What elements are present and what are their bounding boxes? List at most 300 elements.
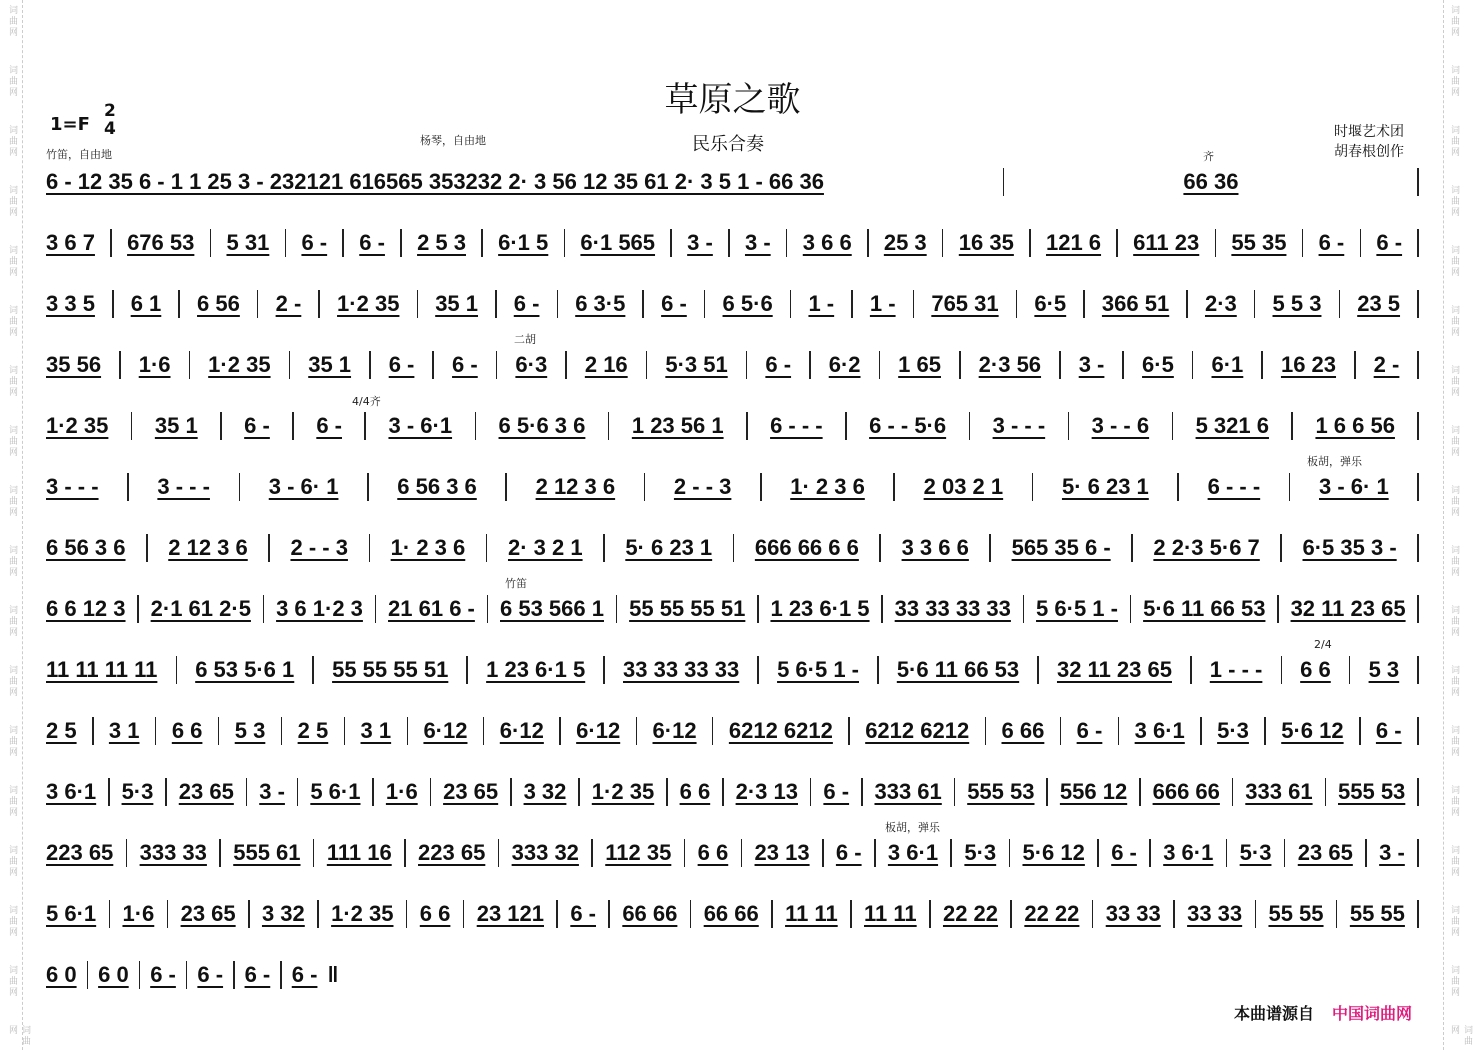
measure: 6 - xyxy=(661,291,687,316)
measure: 6 - - 5·6 xyxy=(869,413,947,438)
barline xyxy=(139,961,141,989)
watermark: 词曲网 xyxy=(7,125,17,158)
barline xyxy=(1003,168,1005,196)
barline xyxy=(369,534,371,562)
barline xyxy=(879,351,881,379)
barline xyxy=(155,717,157,745)
measure: 6 - xyxy=(823,779,850,804)
barline xyxy=(127,473,129,501)
barline xyxy=(861,778,863,806)
barline xyxy=(1417,473,1419,501)
measure: 33 33 xyxy=(1187,901,1243,926)
watermark: 词曲网 xyxy=(1449,845,1459,878)
annotation: 竹笛，自由地 xyxy=(46,148,112,161)
measure: 1 - xyxy=(869,291,896,316)
measure: 33 33 33 33 xyxy=(623,657,740,682)
measure: 55 55 55 51 xyxy=(332,657,449,682)
time-top: 2 xyxy=(104,101,116,121)
barline xyxy=(850,900,852,928)
measure: 555 61 xyxy=(233,840,301,865)
barline xyxy=(1417,534,1419,562)
measure: 765 31 xyxy=(931,291,999,316)
barline xyxy=(712,717,714,745)
watermark: 词曲网 xyxy=(7,5,17,38)
measure: 5 6·5 1 - xyxy=(1036,596,1118,621)
measure: 2·3 56 xyxy=(978,352,1042,377)
barline xyxy=(475,412,477,440)
watermark: 词曲网 xyxy=(7,245,17,278)
final-barline: ‖ xyxy=(327,962,339,987)
measure: 3 6·1 xyxy=(46,779,97,804)
watermark: 词曲网 xyxy=(7,545,17,578)
measure: 3 6 7 xyxy=(46,230,95,255)
barline xyxy=(1010,900,1012,928)
barline xyxy=(292,412,294,440)
barline xyxy=(109,900,111,928)
barline xyxy=(404,839,406,867)
barline xyxy=(929,900,931,928)
annotation: 板胡，弹乐 xyxy=(1307,455,1362,468)
barline xyxy=(1037,656,1039,684)
barline xyxy=(603,656,605,684)
left-margin-line xyxy=(22,0,23,1050)
barline xyxy=(1417,290,1419,318)
barline xyxy=(344,717,346,745)
barline xyxy=(280,961,282,989)
measure: 3 - 6· 1 xyxy=(268,474,339,499)
measure: 111 16 xyxy=(326,840,392,865)
barline xyxy=(257,290,259,318)
barline xyxy=(342,229,344,257)
barline xyxy=(317,900,319,928)
measure: 11 11 xyxy=(785,901,838,926)
barline xyxy=(407,717,409,745)
barline xyxy=(790,290,792,318)
measure: 6 - xyxy=(765,352,792,377)
barline xyxy=(1139,778,1141,806)
measure: 2·3 13 xyxy=(735,779,798,804)
measure: 2 - - 3 xyxy=(290,535,348,560)
measure: 1 65 xyxy=(898,352,941,377)
barline xyxy=(1192,351,1194,379)
measure: 3 - xyxy=(687,230,713,255)
measure: 66 66 xyxy=(622,901,678,926)
measure: 333 61 xyxy=(1245,779,1313,804)
barline xyxy=(1291,412,1293,440)
barline xyxy=(167,900,169,928)
barline xyxy=(616,595,618,623)
measure: 333 33 xyxy=(139,840,207,865)
barline xyxy=(268,534,270,562)
barline xyxy=(954,778,956,806)
score-row xyxy=(46,960,338,990)
source-site-link[interactable]: 中国词曲网 xyxy=(1332,1004,1413,1023)
author-block xyxy=(1334,122,1404,162)
barline xyxy=(810,778,812,806)
measure: 11 11 xyxy=(864,901,917,926)
score-row xyxy=(46,228,1419,258)
measure: 1·2 35 xyxy=(337,291,400,316)
barline xyxy=(1068,412,1070,440)
measure: 5 3 xyxy=(234,718,266,743)
measure: 66 36 xyxy=(1183,169,1239,194)
barline xyxy=(809,351,811,379)
measure: 1· 2 3 6 xyxy=(790,474,865,499)
measure: 6 6 xyxy=(171,718,203,743)
measure: 6 6 xyxy=(679,779,711,804)
barline xyxy=(746,351,748,379)
watermark: 词曲网 xyxy=(7,725,17,758)
barline xyxy=(1289,473,1291,501)
measure: 1 23 6·1 5 xyxy=(770,596,870,621)
measure: 5·3 51 xyxy=(665,352,728,377)
barline xyxy=(557,290,559,318)
measure: 55 55 55 51 xyxy=(629,596,746,621)
measure: 6 53 566 1 xyxy=(500,596,604,621)
barline xyxy=(1336,900,1338,928)
measure: 3 6 6 xyxy=(802,230,852,255)
measure: 3 - xyxy=(1379,840,1405,865)
measure: 3 - xyxy=(744,230,771,255)
measure: 666 66 6 6 xyxy=(754,535,859,560)
barline xyxy=(1254,290,1256,318)
measure: 5·3 xyxy=(1239,840,1272,865)
measure: 3 - 6· 1 xyxy=(1318,474,1389,499)
barline xyxy=(848,717,850,745)
measure: 333 61 xyxy=(874,779,942,804)
measure: 6·12 xyxy=(423,718,468,743)
barline xyxy=(1232,778,1234,806)
barline xyxy=(483,717,485,745)
barline xyxy=(1417,412,1419,440)
barline xyxy=(1200,717,1202,745)
watermark: 词曲网 xyxy=(1449,905,1459,938)
barline xyxy=(400,229,402,257)
source-label: 本曲谱源自 xyxy=(1234,1004,1315,1023)
watermark: 词曲网 xyxy=(1449,5,1459,38)
measure: 3 1 xyxy=(108,718,140,743)
watermark: 词曲网 xyxy=(7,605,17,638)
barline xyxy=(218,717,220,745)
measure: 11 11 11 11 xyxy=(46,657,158,682)
barline xyxy=(879,534,881,562)
measure: 6·1 xyxy=(1211,352,1244,377)
measure: 6 - xyxy=(452,352,478,377)
barline xyxy=(92,717,94,745)
measure: 1·6 xyxy=(385,779,418,804)
measure: 6·12 xyxy=(499,718,544,743)
measure: 2·1 61 2·5 xyxy=(150,596,251,621)
measure: 3 3 5 xyxy=(46,291,95,316)
watermark: 词曲网 xyxy=(1449,305,1459,338)
barline xyxy=(417,290,419,318)
watermark: 词曲网 xyxy=(7,485,17,518)
measure: 1 - - - xyxy=(1209,657,1263,682)
measure: 2 - xyxy=(1373,352,1400,377)
barline xyxy=(746,412,748,440)
barline xyxy=(757,595,759,623)
measure: 112 35 xyxy=(605,840,672,865)
barline xyxy=(1354,351,1356,379)
measure: 16 23 xyxy=(1280,352,1337,377)
measure: 5·3 xyxy=(121,779,154,804)
watermark: 词曲网 xyxy=(1449,605,1459,638)
page-title: 草原之歌 xyxy=(664,80,801,120)
score-row xyxy=(46,472,1419,502)
watermark: 词曲网 xyxy=(7,1025,30,1047)
watermark: 词曲网 xyxy=(1449,725,1459,758)
measure: 6·3 xyxy=(515,352,548,377)
watermark: 词曲网 xyxy=(1449,65,1459,98)
barline xyxy=(670,229,672,257)
barline xyxy=(666,778,668,806)
measure: 2 - xyxy=(275,291,302,316)
barline xyxy=(369,351,371,379)
barline xyxy=(1255,900,1257,928)
barline xyxy=(646,351,648,379)
measure: 6·2 xyxy=(828,352,861,377)
measure: 55 55 xyxy=(1268,901,1324,926)
score-row xyxy=(46,411,1419,441)
barline xyxy=(608,412,610,440)
barline xyxy=(1029,229,1031,257)
measure: 3 1 xyxy=(360,718,392,743)
right-margin-line xyxy=(1443,0,1444,1050)
barline xyxy=(313,839,315,867)
barline xyxy=(1280,534,1282,562)
barline xyxy=(178,290,180,318)
watermark: 词曲网 xyxy=(1449,485,1459,518)
measure: 66 66 xyxy=(703,901,759,926)
barline xyxy=(950,839,952,867)
measure: 6 - xyxy=(388,352,415,377)
measure: 6 - xyxy=(1376,230,1403,255)
measure: 1·6 xyxy=(122,901,155,926)
barline xyxy=(432,351,434,379)
measure: 2 2·3 5·6 7 xyxy=(1153,535,1260,560)
measure: 25 3 xyxy=(883,230,927,255)
measure: 6·5 35 3 - xyxy=(1302,535,1397,560)
barline xyxy=(1417,168,1419,196)
measure: 2· 3 2 1 xyxy=(507,535,583,560)
barline xyxy=(375,595,377,623)
measure: 5·3 xyxy=(964,840,997,865)
barline xyxy=(112,290,114,318)
measure: 23 13 xyxy=(754,840,810,865)
barline xyxy=(131,412,133,440)
barline xyxy=(845,412,847,440)
barline xyxy=(1325,778,1327,806)
measure: 6 - - - xyxy=(1207,474,1261,499)
measure: 5· 6 23 1 xyxy=(625,535,713,560)
key-signature: 1=F xyxy=(50,114,90,135)
measure: 23 121 xyxy=(476,901,544,926)
barline xyxy=(481,229,483,257)
score-row xyxy=(46,289,1419,319)
measure: 6 - xyxy=(197,962,224,987)
measure: 5·6 12 xyxy=(1022,840,1085,865)
measure: 6 - xyxy=(570,901,596,926)
barline xyxy=(108,778,110,806)
measure: 3 6·1 xyxy=(1134,718,1185,743)
subtitle: 民乐合奏 xyxy=(692,134,764,155)
barline xyxy=(281,717,283,745)
score-row xyxy=(46,899,1419,929)
measure: 6·12 xyxy=(652,718,697,743)
measure: 6 - xyxy=(513,291,540,316)
barline xyxy=(1277,595,1279,623)
measure: 2 5 3 xyxy=(417,230,466,255)
barline xyxy=(969,412,971,440)
measure: 33 33 33 33 xyxy=(894,596,1011,621)
barline xyxy=(644,473,646,501)
barline xyxy=(239,473,241,501)
barline xyxy=(1186,290,1188,318)
barline xyxy=(608,900,610,928)
measure: 5·6 12 xyxy=(1281,718,1344,743)
barline xyxy=(760,473,762,501)
barline xyxy=(406,900,408,928)
measure: 3 6 1·2 3 xyxy=(276,596,363,621)
watermark: 词曲网 xyxy=(1449,665,1459,698)
measure: 6 56 xyxy=(197,291,240,316)
barline xyxy=(874,839,876,867)
annotation: 二胡 xyxy=(514,333,536,346)
measure: 6 6 xyxy=(1300,657,1331,682)
barline xyxy=(1116,229,1118,257)
measure: 5 3 xyxy=(1368,657,1400,682)
barline xyxy=(1060,717,1062,745)
measure: 6 - xyxy=(359,230,385,255)
barline xyxy=(364,412,366,440)
measure: 6 1 xyxy=(130,291,162,316)
barline xyxy=(110,229,112,257)
watermark: 词曲网 xyxy=(1449,425,1459,458)
measure: 2 5 xyxy=(46,718,77,743)
annotation: 板胡，弹乐 xyxy=(885,821,940,834)
measure: 6 6 12 3 xyxy=(46,596,126,621)
barline xyxy=(430,778,432,806)
barline xyxy=(591,839,593,867)
barline xyxy=(1122,351,1124,379)
measure: 6 - xyxy=(835,840,862,865)
measure: 6 0 xyxy=(46,962,77,987)
measure: 2 - - 3 xyxy=(673,474,732,499)
measure: 2 12 3 6 xyxy=(168,535,248,560)
barline xyxy=(1417,900,1419,928)
measure: 16 35 xyxy=(958,230,1014,255)
measure: 5· 6 23 1 xyxy=(1061,474,1149,499)
barline xyxy=(1215,229,1217,257)
annotation: 齐 xyxy=(1203,150,1214,163)
barline xyxy=(877,656,879,684)
barline xyxy=(1023,595,1025,623)
measure: 1· 2 3 6 xyxy=(390,535,466,560)
barline xyxy=(1177,473,1179,501)
measure: 333 32 xyxy=(511,840,579,865)
measure: 32 11 23 65 xyxy=(1290,596,1406,621)
measure: 3 - xyxy=(259,779,285,804)
measure: 2 12 3 6 xyxy=(535,474,616,499)
measure: 6·5 xyxy=(1142,352,1174,377)
barline xyxy=(466,656,468,684)
barline xyxy=(959,351,961,379)
barline xyxy=(1417,717,1419,745)
time-bottom: 4 xyxy=(104,119,116,139)
watermark: 词曲网 xyxy=(7,365,17,398)
measure: 6·1 5 xyxy=(498,230,549,255)
barline xyxy=(1349,656,1351,684)
barline xyxy=(496,351,498,379)
measure: 2·3 xyxy=(1204,291,1237,316)
measure: 121 6 xyxy=(1045,230,1102,255)
barline xyxy=(1190,656,1192,684)
measure: 2 5 xyxy=(297,718,329,743)
score-row xyxy=(46,838,1419,868)
measure: 6 - xyxy=(244,413,270,438)
annotation: 杨琴，自由地 xyxy=(420,134,486,147)
measure: 1·2 35 xyxy=(331,901,394,926)
measure: 35 1 xyxy=(308,352,352,377)
measure: 565 35 6 - xyxy=(1011,535,1111,560)
barline xyxy=(263,595,265,623)
barline xyxy=(913,290,915,318)
measure: 23 65 xyxy=(180,901,236,926)
measure: 6212 6212 xyxy=(728,718,833,743)
measure: 23 65 xyxy=(178,779,234,804)
barline xyxy=(757,656,759,684)
measure: 6 - xyxy=(1375,718,1402,743)
measure: 3 - xyxy=(1078,352,1105,377)
measure: 6 5·6 3 6 xyxy=(498,413,586,438)
measure: 6 0 xyxy=(98,962,129,987)
score-row xyxy=(46,350,1419,380)
measure: 1·2 35 xyxy=(591,779,655,804)
barline xyxy=(1339,290,1341,318)
watermark: 词曲网 xyxy=(7,965,17,998)
barline xyxy=(985,717,987,745)
measure: 22 22 xyxy=(1024,901,1080,926)
measure: 676 53 xyxy=(127,230,195,255)
barline xyxy=(1302,229,1304,257)
measure: 5 321 6 xyxy=(1195,413,1269,438)
barline xyxy=(87,961,89,989)
annotation: 2/4 xyxy=(1314,638,1332,651)
measure: 33 33 xyxy=(1105,901,1161,926)
barline xyxy=(372,778,374,806)
watermark: 词曲网 xyxy=(1449,365,1459,398)
watermark: 词曲网 xyxy=(7,185,17,218)
barline xyxy=(603,534,605,562)
source-footer xyxy=(1234,1001,1412,1024)
measure: 6212 6212 xyxy=(865,718,970,743)
measure: 6 3·5 xyxy=(575,291,626,316)
measure: 1 23 56 1 xyxy=(631,413,724,438)
barline xyxy=(578,778,580,806)
measure: 6 - 12 35 6 - 1 1 25 3 - 232121 616565 353232 2· 3 56 12 35 61 2· 3 5 1 - 66 36 xyxy=(46,169,824,194)
watermark: 词曲网 xyxy=(7,425,17,458)
watermark: 词曲网 xyxy=(7,905,17,938)
barline xyxy=(1417,229,1419,257)
barline xyxy=(1417,351,1419,379)
barline xyxy=(881,595,883,623)
barline xyxy=(312,656,314,684)
barline xyxy=(822,839,824,867)
watermark: 词曲网 xyxy=(7,785,17,818)
watermark: 词曲网 xyxy=(7,665,17,698)
barline xyxy=(1417,595,1419,623)
barline xyxy=(1264,717,1266,745)
